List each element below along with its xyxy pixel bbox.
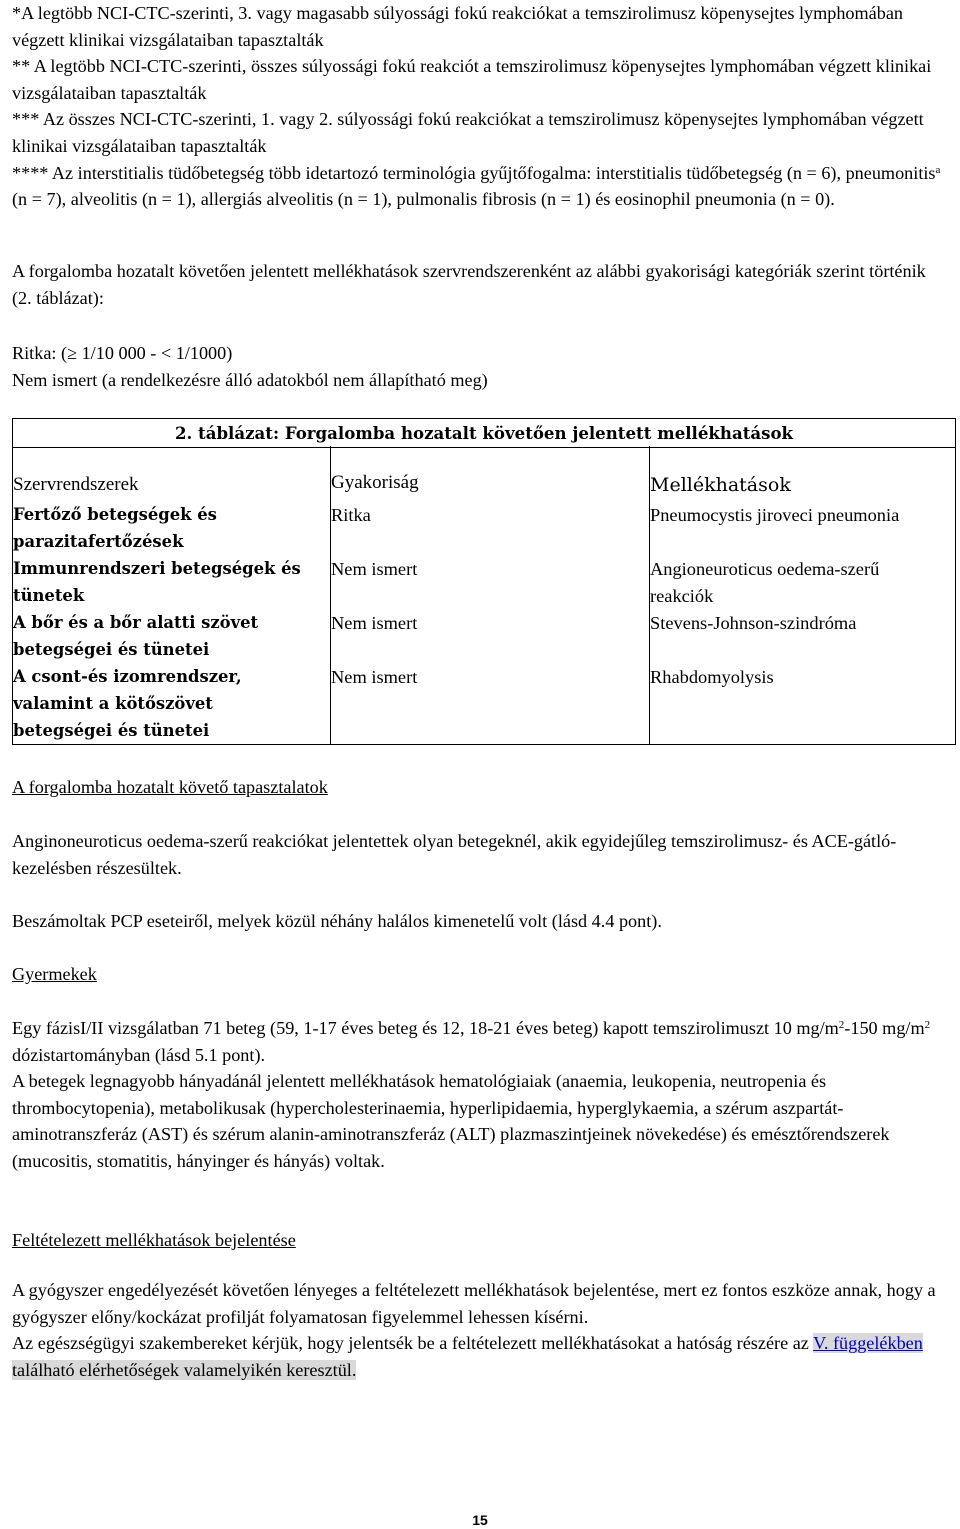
intro-section (12, 258, 947, 311)
reporting-heading: Feltételezett mellékhatások bejelentése (12, 1230, 296, 1250)
frequency-definitions (12, 340, 488, 393)
post-marketing-p1-wrap (12, 828, 912, 881)
page-number: 15 (472, 1512, 488, 1528)
header-effects: Mellékhatások (650, 474, 791, 496)
post-marketing-p1: Anginoneuroticus oedema-szerű reakciókat jelentettek olyan betegeknél, akik egyidejűleg temszirolimusz- és ACE-gátló-kezelésben részesültek. (12, 831, 897, 878)
reporting-p2: Az egészségügyi szakembereket kérjük, hogy jelentsék be a feltételezett mellékhatásokat a hatóság részére az V. függelékben található elérhetőségek valamelyikén keresztül. (12, 1333, 923, 1380)
adverse-reactions-table (12, 446, 956, 745)
footnote-2: ** A legtöbb NCI-CTC-szerinti, összes súlyossági fokú reakciót a temszirolimusz köpenysejtes lymphomában végzett klinikai vizsgálataiban tapasztalták (12, 56, 932, 103)
table-row-organ: Fertőző betegségek és parazitafertőzések (13, 505, 217, 551)
table-row-effect: Angioneuroticus oedema-szerű reakciók (650, 559, 880, 606)
intro-text: A forgalomba hozatalt követően jelentett mellékhatások szervrendszerenként az alábbi gyakorisági kategóriák szerint történik (2. táblázat): (12, 261, 926, 308)
children-section (12, 961, 97, 988)
table-row-frequency: Ritka (331, 505, 371, 525)
footnote-4: **** Az interstitialis tüdőbetegség több idetartozó terminológia gyűjtőfogalma: interstitialis tüdőbetegség (n = 6), pneumonitis$^a$ (n = 7), alveolitis (n = 1), allergiás alveolitis (n = 1), pulmonalis fibrosis (n = 1) és eosinophil pneumonia (n = 0). (12, 162, 941, 210)
header-frequency: Gyakoriság (331, 472, 419, 493)
table-caption-box (12, 418, 956, 448)
post-marketing-section (12, 774, 328, 801)
table-caption: 2. táblázat: Forgalomba hozatalt követően jelentett mellékhatások (174, 423, 794, 443)
header-organ: Szervrendszerek (13, 474, 139, 495)
children-p2: A betegek legnagyobb hányadánál jelentett mellékhatások hematológiaiak (anaemia, leukopenia, neutropenia és thrombocytopenia), metabolikusak (hypercholesterinaemia, hyperlipidaemia, hyperglykaemia, a szérum aszpartát-aminotranszferáz (AST) és szérum alanin-aminotranszferáz (ALT) plazmaszintjeinek növekedése) és emésztőrendszerek (mucositis, stomatitis, hányinger és hányás) voltak. (12, 1071, 890, 1171)
post-marketing-heading: A forgalomba hozatalt követő tapasztalatok (12, 777, 328, 797)
table-row-frequency: Nem ismert (331, 613, 418, 633)
post-marketing-p2-wrap (12, 908, 942, 935)
reporting-p1: A gyógyszer engedélyezését követően lényeges a feltételezett mellékhatások bejelentése, mert ez fontos eszköze annak, hogy a gyógyszer előny/kockázat profilját folyamatosan figyelemmel lehessen kísérni. (12, 1280, 936, 1327)
frequency-unknown: Nem ismert (a rendelkezésre álló adatokból nem állapítható meg) (12, 369, 488, 390)
footnotes (12, 0, 952, 213)
table-row-frequency: Nem ismert (331, 559, 418, 579)
table-row-effect: Stevens-Johnson-szindróma (650, 613, 857, 633)
reporting-body (12, 1277, 947, 1383)
table-row-effect: Rhabdomyolysis (650, 667, 774, 687)
reporting-section (12, 1227, 296, 1254)
footnote-3: *** Az összes NCI-CTC-szerinti, 1. vagy 2. súlyossági fokú reakciókat a temszirolimusz köpenysejtes lymphomában végzett klinikai vizsgálataiban tapasztalták (12, 109, 924, 156)
children-heading: Gyermekek (12, 964, 97, 984)
children-body (12, 1015, 947, 1175)
appendix-v-link[interactable]: V. függelékben (813, 1333, 923, 1354)
table-row-effect: Pneumocystis jiroveci pneumonia (650, 505, 900, 525)
footnote-1: *A legtöbb NCI-CTC-szerinti, 3. vagy magasabb súlyossági fokú reakciókat a temszirolimusz köpenysejtes lymphomában végzett klinikai vizsgálataiban tapasztalták (12, 3, 904, 50)
table-row-organ: Immunrendszeri betegségek és tünetek (13, 559, 301, 605)
table-row-frequency: Nem ismert (331, 667, 418, 687)
table-row-organ: A bőr és a bőr alatti szövet betegségei és tünetei (13, 613, 259, 659)
children-p1: Egy fázisI/II vizsgálatban 71 beteg (59, 1-17 éves beteg és 12, 18-21 éves beteg) kapott temszirolimuszt 10 $mg/m^2-150$ $mg/m^2$ dózistartományban (lásd 5.1 pont). (12, 1018, 931, 1065)
reporting-highlighted-text: található elérhetőségek valamelyikén keresztül. (12, 1359, 357, 1380)
frequency-rare: Ritka: (≥ 1/10 000 - < 1/1000) (12, 343, 233, 363)
post-marketing-p2: Beszámoltak PCP eseteiről, melyek közül néhány halálos kimenetelű volt (lásd 4.4 pont). (12, 911, 662, 931)
table-row-organ: A csont-és izomrendszer, valamint a kötőszövet betegségei és tünetei (13, 667, 242, 740)
